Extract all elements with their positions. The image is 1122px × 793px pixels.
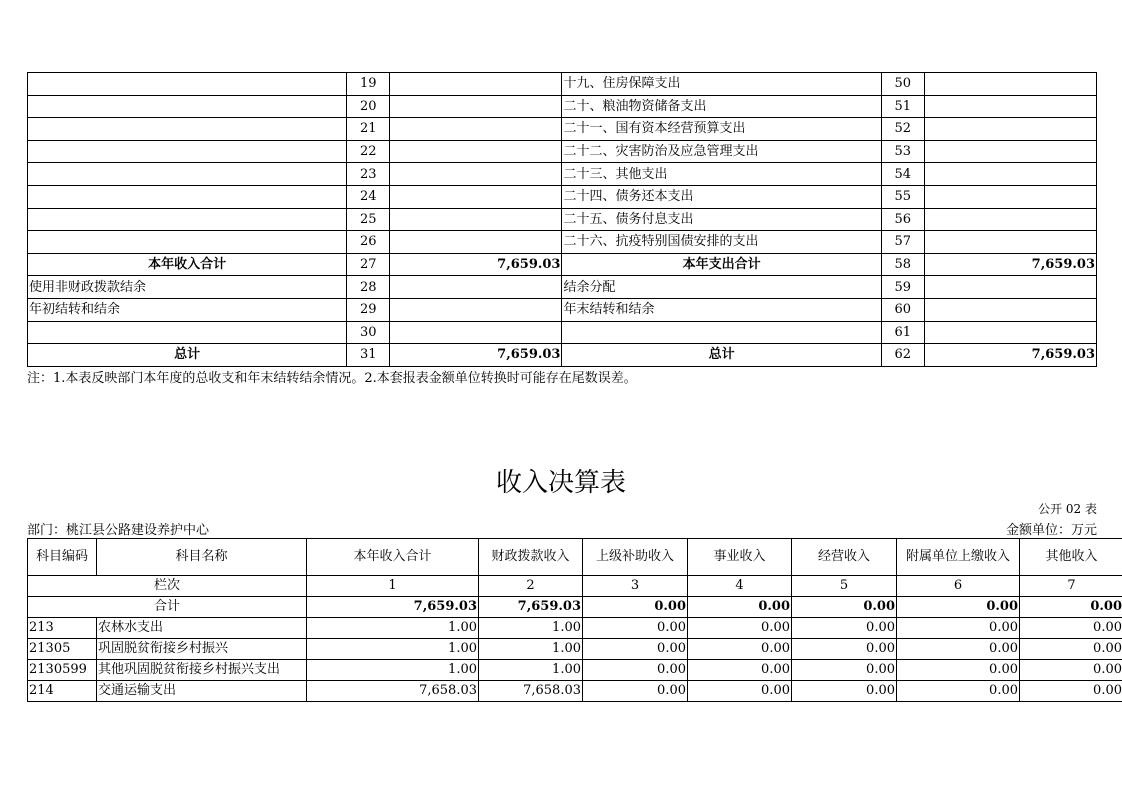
right-item: 十九、住房保障支出 (562, 73, 881, 96)
right-amount (924, 95, 1096, 118)
left-item (28, 140, 347, 163)
column-number: 2 (479, 576, 583, 597)
header-row (28, 539, 1122, 576)
amount-cell: 1.00 (479, 639, 583, 660)
left-amount (390, 185, 562, 208)
right-item (562, 321, 881, 344)
table-row (28, 276, 1097, 299)
left-line-no: 27 (347, 253, 390, 276)
right-amount (924, 276, 1096, 299)
right-line-no: 62 (881, 344, 924, 367)
table-row (28, 140, 1097, 163)
table-row (28, 73, 1097, 96)
amount-cell: 0.00 (1020, 618, 1122, 639)
right-item: 二十、粮油物资储备支出 (562, 95, 881, 118)
left-line-no: 23 (347, 163, 390, 186)
left-item (28, 231, 347, 254)
right-line-no: 58 (881, 253, 924, 276)
right-line-no: 57 (881, 231, 924, 254)
total-value: 7,659.03 (479, 597, 583, 618)
amount-cell: 0.00 (897, 639, 1020, 660)
amount-cell: 0.00 (1020, 639, 1122, 660)
left-line-no: 31 (347, 344, 390, 367)
amount-cell: 1.00 (307, 660, 479, 681)
left-amount: 7,659.03 (390, 253, 562, 276)
right-amount (924, 321, 1096, 344)
table-row (28, 321, 1097, 344)
left-amount: 7,659.03 (390, 344, 562, 367)
subject-code: 213 (28, 618, 97, 639)
amount-cell: 0.00 (792, 618, 897, 639)
left-item (28, 208, 347, 231)
left-item (28, 118, 347, 141)
subject-name: 交通运输支出 (97, 681, 307, 702)
total-row (28, 597, 1122, 618)
total-value: 0.00 (897, 597, 1020, 618)
header-col: 本年收入合计 (307, 539, 479, 576)
header-col: 财政拨款收入 (479, 539, 583, 576)
amount-cell: 0.00 (583, 618, 688, 639)
column-number: 1 (307, 576, 479, 597)
amount-cell: 0.00 (583, 639, 688, 660)
right-line-no: 54 (881, 163, 924, 186)
amount-cell: 0.00 (792, 639, 897, 660)
summary-table (27, 72, 1097, 367)
left-item (28, 95, 347, 118)
income-table-body (28, 539, 1122, 702)
left-item: 总计 (28, 344, 347, 367)
right-line-no: 53 (881, 140, 924, 163)
left-amount (390, 321, 562, 344)
header-col: 其他收入 (1020, 539, 1122, 576)
left-line-no: 30 (347, 321, 390, 344)
left-amount (390, 298, 562, 321)
amount-cell: 1.00 (307, 618, 479, 639)
table-row (28, 618, 1122, 639)
right-item: 二十二、灾害防治及应急管理支出 (562, 140, 881, 163)
table-row (28, 681, 1122, 702)
table-row (28, 344, 1097, 367)
subject-code: 21305 (28, 639, 97, 660)
header-code: 科目编码 (28, 539, 97, 576)
left-amount (390, 163, 562, 186)
amount-cell: 0.00 (897, 660, 1020, 681)
table-row (28, 118, 1097, 141)
amount-cell: 0.00 (688, 681, 792, 702)
right-item: 结余分配 (562, 276, 881, 299)
amount-cell: 0.00 (688, 618, 792, 639)
left-line-no: 25 (347, 208, 390, 231)
subject-name: 农林水支出 (97, 618, 307, 639)
total-value: 0.00 (1020, 597, 1122, 618)
right-amount (924, 185, 1096, 208)
table-row (28, 208, 1097, 231)
right-line-no: 50 (881, 73, 924, 96)
left-line-no: 29 (347, 298, 390, 321)
total-value: 0.00 (583, 597, 688, 618)
amount-cell: 0.00 (583, 681, 688, 702)
header-col: 上级补助收入 (583, 539, 688, 576)
left-line-no: 21 (347, 118, 390, 141)
total-value: 7,659.03 (307, 597, 479, 618)
income-table (27, 538, 1122, 702)
right-item: 本年支出合计 (562, 253, 881, 276)
table-row (28, 95, 1097, 118)
left-item (28, 185, 347, 208)
right-item: 二十五、债务付息支出 (562, 208, 881, 231)
right-amount: 7,659.03 (924, 344, 1096, 367)
right-line-no: 56 (881, 208, 924, 231)
right-amount (924, 118, 1096, 141)
amount-cell: 0.00 (688, 639, 792, 660)
left-line-no: 19 (347, 73, 390, 96)
total-label: 合计 (28, 597, 307, 618)
left-item (28, 321, 347, 344)
left-line-no: 24 (347, 185, 390, 208)
subject-name: 其他巩固脱贫衔接乡村振兴支出 (97, 660, 307, 681)
amount-cell: 7,658.03 (479, 681, 583, 702)
left-line-no: 22 (347, 140, 390, 163)
right-line-no: 51 (881, 95, 924, 118)
left-item: 年初结转和结余 (28, 298, 347, 321)
table-row (28, 660, 1122, 681)
right-line-no: 60 (881, 298, 924, 321)
left-amount (390, 73, 562, 96)
table-row (28, 231, 1097, 254)
left-item (28, 163, 347, 186)
right-amount (924, 73, 1096, 96)
right-amount: 7,659.03 (924, 253, 1096, 276)
right-item: 二十四、债务还本支出 (562, 185, 881, 208)
right-line-no: 55 (881, 185, 924, 208)
amount-cell: 1.00 (479, 660, 583, 681)
left-amount (390, 276, 562, 299)
subject-code: 2130599 (28, 660, 97, 681)
header-name: 科目名称 (97, 539, 307, 576)
right-item: 二十三、其他支出 (562, 163, 881, 186)
left-line-no: 26 (347, 231, 390, 254)
right-item: 总计 (562, 344, 881, 367)
amount-cell: 0.00 (688, 660, 792, 681)
left-amount (390, 95, 562, 118)
total-value: 0.00 (688, 597, 792, 618)
column-label: 栏次 (28, 576, 307, 597)
column-number: 7 (1020, 576, 1122, 597)
left-item (28, 73, 347, 96)
left-amount (390, 118, 562, 141)
table-row (28, 163, 1097, 186)
table-row (28, 185, 1097, 208)
amount-cell: 1.00 (479, 618, 583, 639)
unit-label: 金额单位：万元 (1005, 523, 1097, 538)
right-amount (924, 163, 1096, 186)
form-code: 公开 02 表 (1038, 502, 1097, 516)
right-amount (924, 140, 1096, 163)
left-amount (390, 231, 562, 254)
amount-cell: 7,658.03 (307, 681, 479, 702)
subject-code: 214 (28, 681, 97, 702)
right-item: 二十六、抗疫特别国债安排的支出 (562, 231, 881, 254)
page-title: 收入决算表 (495, 468, 626, 498)
amount-cell: 0.00 (583, 660, 688, 681)
left-line-no: 28 (347, 276, 390, 299)
right-line-no: 61 (881, 321, 924, 344)
amount-cell: 0.00 (792, 681, 897, 702)
table-row (28, 298, 1097, 321)
amount-cell: 0.00 (792, 660, 897, 681)
left-amount (390, 208, 562, 231)
total-value: 0.00 (792, 597, 897, 618)
left-item: 使用非财政拨款结余 (28, 276, 347, 299)
department-label: 部门：桃江县公路建设养护中心 (27, 523, 210, 538)
right-item: 二十一、国有资本经营预算支出 (562, 118, 881, 141)
right-line-no: 52 (881, 118, 924, 141)
right-amount (924, 231, 1096, 254)
column-number: 4 (688, 576, 792, 597)
header-col: 事业收入 (688, 539, 792, 576)
column-number: 3 (583, 576, 688, 597)
column-number-row (28, 576, 1122, 597)
amount-cell: 0.00 (1020, 660, 1122, 681)
right-amount (924, 208, 1096, 231)
header-col: 附属单位上缴收入 (897, 539, 1020, 576)
table-note: 注：1.本表反映部门本年度的总收支和年末结转结余情况。2.本套报表金额单位转换时可能存在尾数误差。 (27, 371, 637, 386)
left-amount (390, 140, 562, 163)
summary-table-body (28, 73, 1097, 367)
column-number: 6 (897, 576, 1020, 597)
amount-cell: 0.00 (1020, 681, 1122, 702)
table-row (28, 639, 1122, 660)
header-col: 经营收入 (792, 539, 897, 576)
amount-cell: 0.00 (897, 618, 1020, 639)
subject-name: 巩固脱贫衔接乡村振兴 (97, 639, 307, 660)
amount-cell: 1.00 (307, 639, 479, 660)
left-line-no: 20 (347, 95, 390, 118)
column-number: 5 (792, 576, 897, 597)
right-amount (924, 298, 1096, 321)
left-item: 本年收入合计 (28, 253, 347, 276)
right-line-no: 59 (881, 276, 924, 299)
table-row (28, 253, 1097, 276)
right-item: 年末结转和结余 (562, 298, 881, 321)
amount-cell: 0.00 (897, 681, 1020, 702)
